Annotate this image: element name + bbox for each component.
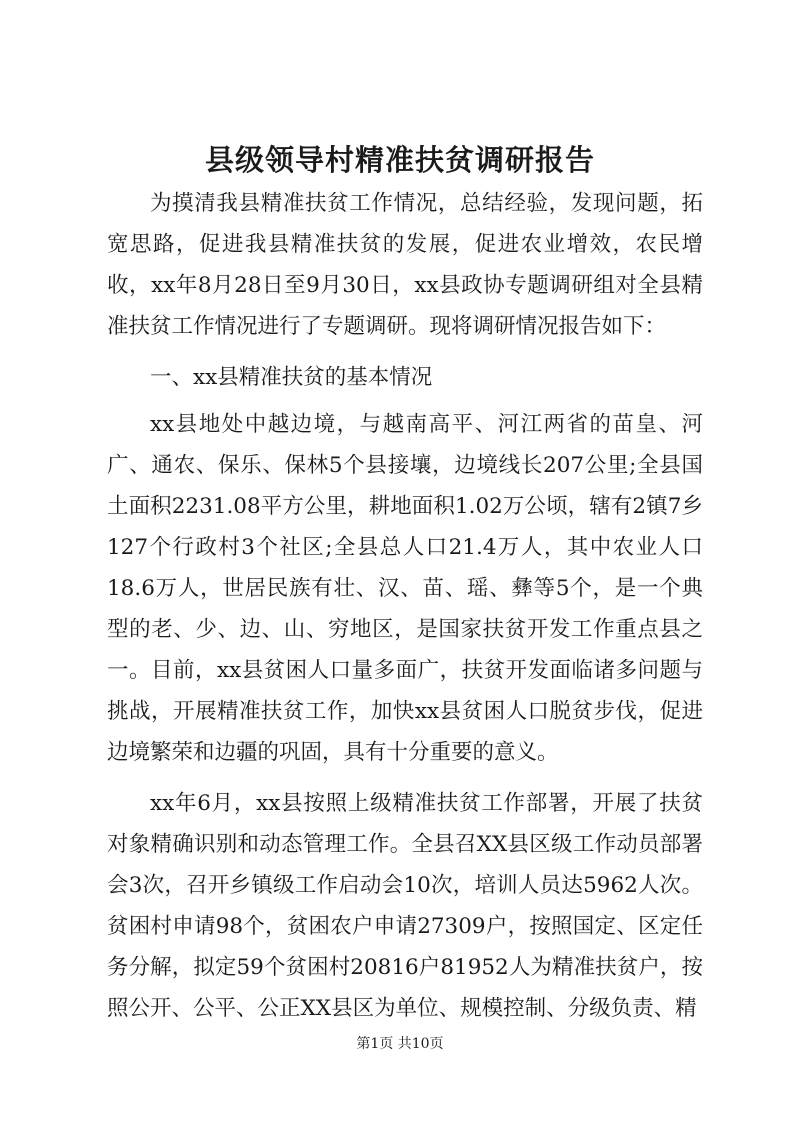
paragraph-intro: 为摸清我县精准扶贫工作情况，总结经验，发现问题，拓宽思路，促进我县精准扶贫的发展，促进农业增效，农民增收，xx年8月28日至9月30日，xx县政协专题调研组对全县精准扶贫工作情况进行了专题调研。现将调研情况报告如下：	[107, 191, 703, 339]
paragraph-work-deployment: xx年6月，xx县按照上级精准扶贫工作部署，开展了扶贫对象精确识别和动态管理工作。全县召XX县区级工作动员部署会3次，召开乡镇级工作启动会10次，培训人员达5962人次。贫困村申请98个，贫困农户申请27309户，按照国定、区定任务分解，拟定59个贫困村20816户81952人为精准扶贫户，按照公开、公平、公正XX县区为单位、规模控制、分级负责、精	[107, 791, 703, 1021]
section-heading: 一、xx县精准扶贫的基本情况	[150, 365, 433, 390]
document-body	[107, 183, 703, 1039]
page-number-footer: 第1页 共10页	[356, 1036, 444, 1052]
paragraph-basic-situation: xx县地处中越边境，与越南高平、河江两省的苗皇、河广、通农、保乐、保林5个县接壤，边境线长207公里;全县国土面积2231.08平方公里，耕地面积1.02万公顷，辖有2镇7乡127个行政村3个社区;全县总人口21.4万人，其中农业人口18.6万人，世居民族有壮、汉、苗、瑶、彝等5个，是一个典型的老、少、边、山、穷地区，是国家扶贫开发工作重点县之一。目前，xx县贫困人口量多面广，扶贫开发面临诸多问题与挑战，开展精准扶贫工作，加快xx县贫困人口脱贫步伐，促进边境繁荣和边疆的巩固，具有十分重要的意义。	[107, 412, 703, 765]
document-title: 县级领导村精准扶贫调研报告	[204, 143, 595, 177]
